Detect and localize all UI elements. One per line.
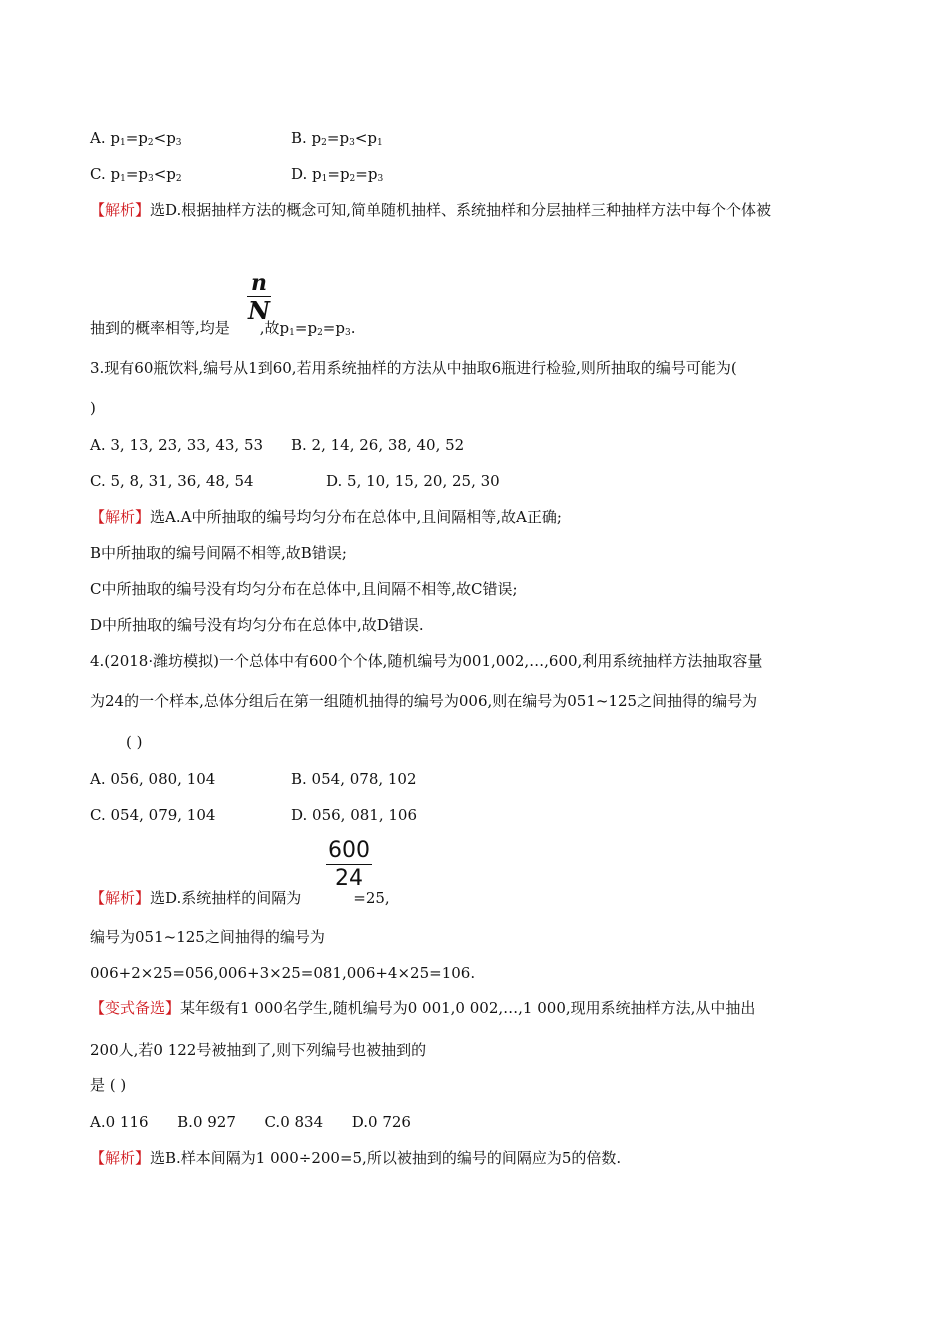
variant-options: A.0 116 B.0 927 C.0 834 D.0 726 xyxy=(90,1113,411,1131)
variant-answer: 【解析】选B.样本间隔为1 000÷200=5,所以被抽到的编号的间隔应为5的倍数. xyxy=(90,1149,622,1167)
q3-answer-line2: B中所抽取的编号间隔不相等,故B错误; xyxy=(90,544,347,562)
q3-option-c: C. 5, 8, 31, 36, 48, 54 xyxy=(90,472,254,490)
q4-answer-line1: 【解析】选D.系统抽样的间隔为 =25, xyxy=(90,889,390,907)
q3-option-b: B. 2, 14, 26, 38, 40, 52 xyxy=(291,436,465,454)
variant-stem-line1: 【变式备选】某年级有1 000名学生,随机编号为0 001,0 002,…,1 000,现用系统抽样方法,从中抽出 xyxy=(90,999,756,1017)
q4-answer-line3: 006+2×25=056,006+3×25=081,006+4×25=106. xyxy=(90,964,476,982)
q2-option-b: B. $p_2=p_3<p_1$ xyxy=(291,129,383,148)
q3-answer-line1: 【解析】选A.A中所抽取的编号均匀分布在总体中,且间隔相等,故A正确; xyxy=(90,508,562,526)
q4-option-d: D. 056, 081, 106 xyxy=(291,806,417,824)
analysis-tag: 【解析】 xyxy=(90,889,151,907)
q4-answer-line2: 编号为051~125之间抽得的编号为 xyxy=(90,928,325,946)
variant-stem-line2: 200人,若0 122号被抽到了,则下列编号也被抽到的 xyxy=(90,1041,427,1059)
q2-option-a: A. $p_1=p_2<p_3$ xyxy=(90,129,182,148)
variant-stem-line3: 是 ( ) xyxy=(90,1076,127,1094)
q4-stem-line2: 为24的一个样本,总体分组后在第一组随机抽得的编号为006,则在编号为051~125之间抽得的编号为 xyxy=(90,692,758,710)
q4-option-b: B. 054, 078, 102 xyxy=(291,770,417,788)
q4-option-a: A. 056, 080, 104 xyxy=(90,770,216,788)
q3-answer-line4: D中所抽取的编号没有均匀分布在总体中,故D错误. xyxy=(90,616,424,634)
q3-option-a: A. 3, 13, 23, 33, 43, 53 xyxy=(90,436,264,454)
analysis-tag: 【解析】 xyxy=(90,508,151,526)
analysis-tag: 【解析】 xyxy=(90,201,151,219)
fraction-n-over-N: n N xyxy=(248,270,270,325)
q3-stem-line1: 3.现有60瓶饮料,编号从1到60,若用系统抽样的方法从中抽取6瓶进行检验,则所抽取的编号可能为( xyxy=(90,359,737,377)
variant-tag: 【变式备选】 xyxy=(90,999,181,1017)
q3-option-d: D. 5, 10, 15, 20, 25, 30 xyxy=(326,472,500,490)
q2-option-d: D. $p_1=p_2=p_3$ xyxy=(291,165,384,184)
q2-option-c: C. $p_1=p_3<p_2$ xyxy=(90,165,182,184)
q3-stem-line2: ) xyxy=(90,399,96,417)
q3-answer-line3: C中所抽取的编号没有均匀分布在总体中,且间隔不相等,故C错误; xyxy=(90,580,518,598)
q4-stem-line3: ( ) xyxy=(126,733,143,751)
q2-answer-line1: 【解析】选D.根据抽样方法的概念可知,简单随机抽样、系统抽样和分层抽样三种抽样方法中每个个体被 xyxy=(90,201,772,219)
analysis-tag: 【解析】 xyxy=(90,1149,151,1167)
q4-option-c: C. 054, 079, 104 xyxy=(90,806,216,824)
fraction-600-over-24: 600 24 xyxy=(328,838,370,891)
q2-answer-line2: 抽到的概率相等,均是 ,故$p_1=p_2=p_3$. xyxy=(90,319,356,338)
q4-stem-line1: 4.(2018·潍坊模拟)一个总体中有600个个体,随机编号为001,002,…,600,利用系统抽样方法抽取容量 xyxy=(90,652,763,670)
